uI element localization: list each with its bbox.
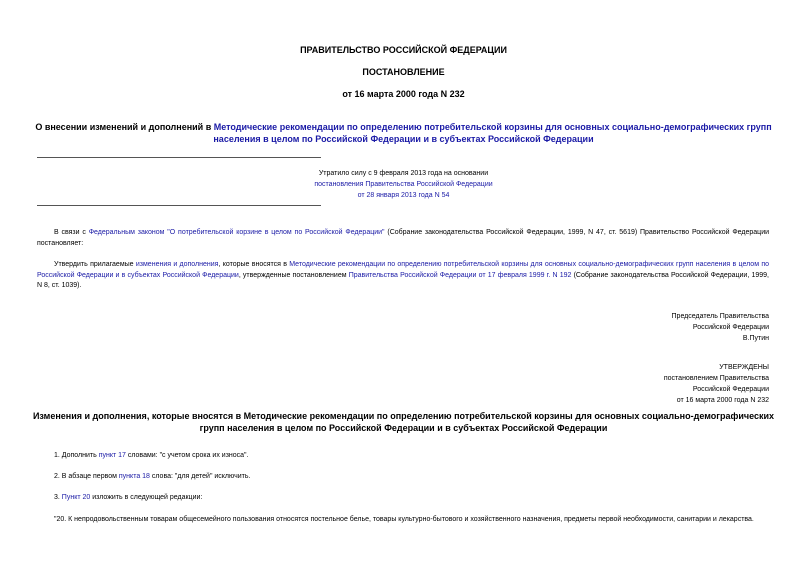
paragraph-2 [37,260,769,292]
item-3 [37,493,769,504]
expired-line1: Утратило силу с 9 февраля 2013 года на основании [318,170,489,177]
item2-text2: слова: "для детей" исключить. [149,473,251,480]
item1-text2: словами: "с учетом срока их износа". [125,452,249,459]
document-title [0,121,807,145]
item1-link[interactable]: пункт 17 [98,452,126,459]
item-4: "20. К непродовольственным товарам общесемейного пользования относятся постельное белье, товары культурно-бытового и хозяйственного назначения, предметы первой необходимости, санитарии и лекарства. [54,516,754,523]
expired-link2[interactable]: от 28 января 2013 года N 54 [357,192,450,199]
item-2 [37,472,769,483]
expired-note [0,168,807,201]
signature-block [560,311,769,344]
item3-link[interactable]: Пункт 20 [61,494,91,501]
government-heading: ПРАВИТЕЛЬСТВО РОССИЙСКОЙ ФЕДЕРАЦИИ [300,45,507,55]
changes-title [0,410,807,434]
para2-text1: Утвердить прилагаемые [54,261,136,268]
para2-text4: (Собрание законодательства Российской Федерации, 1999, N 8, ст. 1039). [37,271,769,289]
changes-title-line2: групп населения в целом по Российской Федерации и в субъектах Российской Федерации [199,423,608,433]
date-number-heading: от 16 марта 2000 года N 232 [342,89,465,99]
approved-line3: Российской Федерации [692,386,769,393]
approved-line2: постановлением Правительства [663,375,769,382]
resolution-192-link[interactable]: Правительства Российской Федерации от 17 февраля 1999 г. N 192 [348,271,572,279]
changes-link[interactable]: изменения и дополнения [135,261,219,268]
changes-title-line1: Изменения и дополнения, которые вносятся в Методические рекомендации по определению потребительской корзины для основных социально-демографических [32,411,775,421]
para2-text3: , утвержденные постановлением [238,271,349,279]
title-link-line2[interactable]: населения в целом по Российской Федерации и в субъектах Российской Федерации [213,134,594,144]
item1-text1: 1. Дополнить [54,452,99,459]
divider-top [37,157,321,158]
signature-line3: В.Путин [742,335,769,342]
document-title-line1 [0,121,807,133]
methodology-link[interactable]: Методические рекомендации по определению потребительской корзины для основных социально-демографических групп населения в целом по Российской Федерации и в субъектах Российской Федерации [37,261,769,279]
expired-link1[interactable]: постановления Правительства Российской Федерации [314,181,493,188]
item3-text1: 3. [54,494,62,501]
title-link[interactable]: Методические рекомендации по определению потребительской корзины для основных социально-демографических групп [213,122,772,132]
approved-line1: УТВЕРЖДЕНЫ [719,364,769,371]
paragraph-1 [37,228,769,249]
item2-link[interactable]: пункта 18 [118,473,150,480]
item3-text2: изложить в следующей редакции: [90,494,203,501]
signature-line1: Председатель Правительства [671,313,769,320]
federal-law-link[interactable]: Федеральным законом "О потребительской корзине в целом по Российской Федерации" [88,229,385,236]
title-prefix: О внесении изменений и дополнений в [35,122,214,132]
divider-bottom [37,205,321,206]
doc-type-heading: ПОСТАНОВЛЕНИЕ [362,67,445,77]
para1-text1: В связи с [54,229,89,236]
item2-text1: 2. В абзаце первом [54,473,119,480]
approved-line4: от 16 марта 2000 года N 232 [676,397,769,404]
signature-line2: Российской Федерации [692,324,769,331]
item-1 [37,451,769,462]
para2-text2: , которые вносятся в [218,261,290,268]
approved-block [560,362,769,406]
para1-text2: (Собрание законодательства Российской Федерации, 1999, N 47, ст. 5619) Правительство Российской Федерации постановляет: [37,229,770,247]
